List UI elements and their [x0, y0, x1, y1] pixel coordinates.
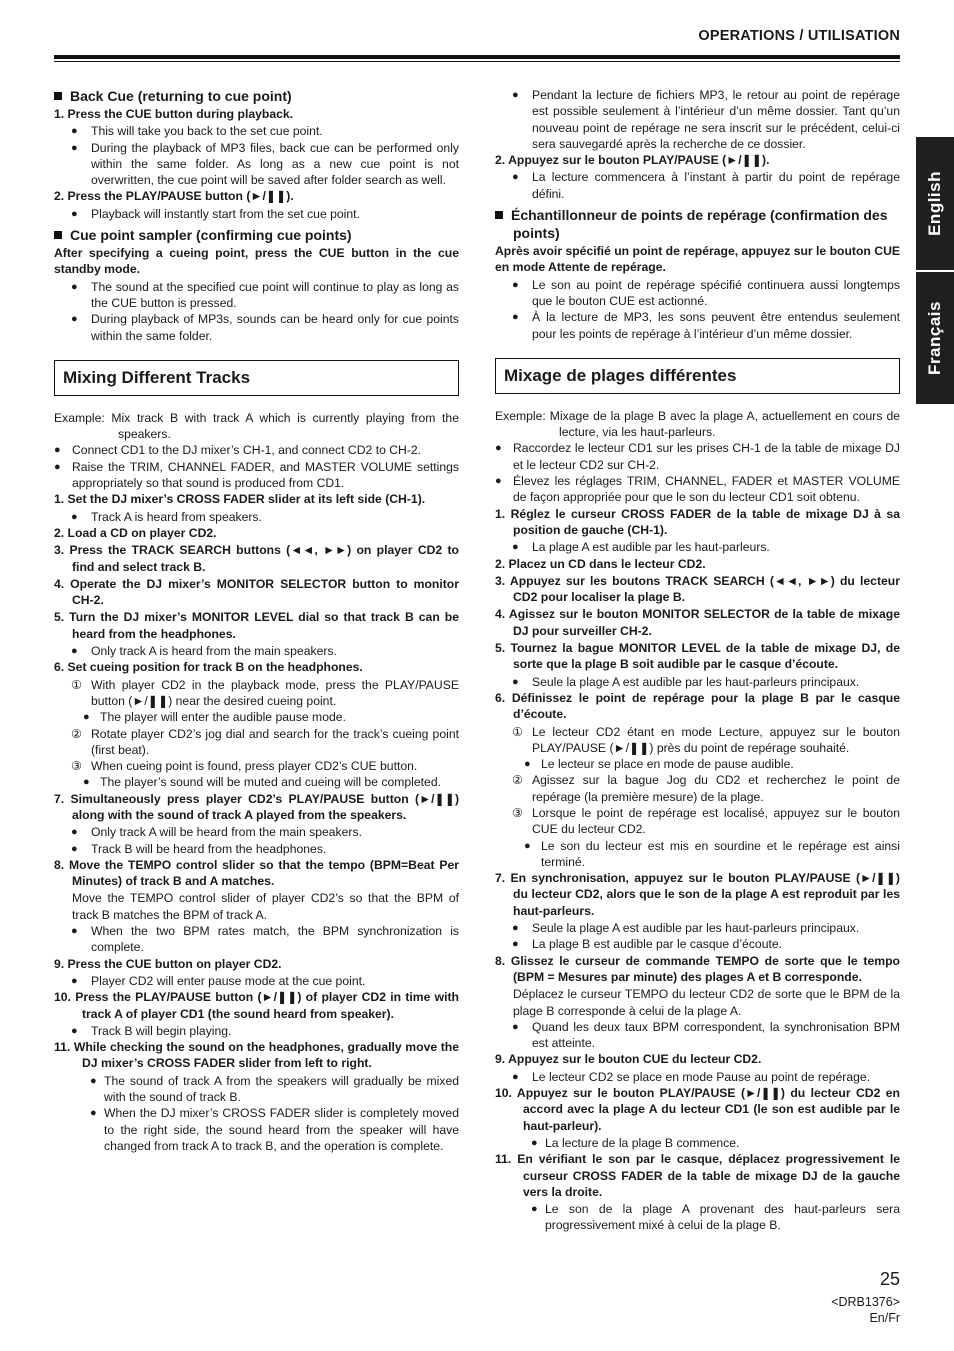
bullet-item: ● Track B will be heard from the headphones.	[54, 841, 459, 857]
bullet-item: ● The player will enter the audible pause mode.	[54, 709, 459, 725]
bullet-item: ● Le lecteur CD2 se place en mode Pause au point de repérage.	[495, 1069, 900, 1085]
bullet-item: ● Raise the TRIM, CHANNEL FADER, and MASTER VOLUME settings appropriately so that sound is produced from CD1.	[54, 459, 459, 492]
substep: ③ Lorsque le point de repérage est localisé, appuyez sur le bouton CUE du lecteur CD2.	[512, 805, 900, 837]
tab-francais[interactable]: Français	[916, 272, 954, 404]
bullet-item: ● À la lecture de MP3, les sons peuvent être entendus seulement pour les points de repérage à l’intérieur d’un même dossier.	[495, 309, 900, 342]
section-header: OPERATIONS / UTILISATION	[698, 28, 900, 44]
tab-english[interactable]: English	[916, 137, 954, 270]
step: 2. Press the PLAY/PAUSE button (►/❚❚).	[54, 189, 294, 204]
bullet-item: ● This will take you back to the set cue point.	[54, 123, 459, 139]
square-bullet-icon	[495, 211, 503, 219]
step: 6. Définissez le point de repérage pour la plage B par le casque d’écoute.	[495, 690, 900, 722]
sampler-intro: After specifying a cueing point, press the CUE button in the cue standby mode.	[54, 246, 459, 277]
bullet-item: ● Only track A will be heard from the main speakers.	[54, 824, 459, 840]
step-detail: Déplacez le curseur TEMPO du lecteur CD2 de sorte que le BPM de la plage B corresponde à celui de la plage A.	[513, 987, 900, 1018]
substep: ① With player CD2 in the playback mode, press the PLAY/PAUSE button (►/❚❚) near the desired cueing point.	[71, 677, 459, 708]
bullet-item: ● When the DJ mixer’s CROSS FADER slider is completely moved to the right side, the sound heard from the speaker will have changed from track A to track B, and the operation is complete.	[54, 1105, 459, 1154]
bullet-item: ● Seule la plage A est audible par les haut-parleurs principaux.	[495, 920, 900, 936]
bullet-item: ● Le lecteur se place en mode de pause audible.	[495, 756, 900, 772]
header-rule-thick	[54, 55, 900, 59]
french-column	[495, 87, 900, 1234]
example-text: Exemple: Mixage de la plage B avec la plage A, actuellement en cours de lecture, via les haut-parleurs.	[495, 408, 900, 440]
bullet-item: ● Connect CD1 to the DJ mixer’s CH-1, and connect CD2 to CH-2.	[54, 442, 459, 458]
bullet-item: ● Only track A is heard from the main speakers.	[54, 643, 459, 659]
bullet-item: ● Player CD2 will enter pause mode at the cue point.	[54, 973, 459, 989]
bullet-item: ● Le son du lecteur est mis en sourdine et le repérage est ainsi terminé.	[495, 838, 900, 871]
step: 11. En vérifiant le son par le casque, déplacez progressivement le curseur CROSS FADER de la table de mixage DJ de la gauche vers la droite.	[495, 1152, 900, 1199]
cue-sampler-heading-fr: Échantillonneur de points de repérage (confirmation des points)	[495, 206, 900, 242]
step: 10. Appuyez sur le bouton PLAY/PAUSE (►/❚❚) du lecteur CD2 en accord avec la plage A du lecteur CD1 (le son est audible par le haut-parleur).	[495, 1086, 900, 1133]
bullet-item: ● Élevez les réglages TRIM, CHANNEL, FADER et MASTER VOLUME de façon appropriée pour que le son du lecteur CD1 soit obtenu.	[495, 473, 900, 506]
substep: ② Agissez sur la bague Jog du CD2 et recherchez le point de repérage (la première mesure) de la plage.	[512, 773, 900, 804]
step: 1. Réglez le curseur CROSS FADER de la table de mixage DJ à sa position de gauche (CH-1).	[495, 506, 900, 537]
bullet-item: ● During the playback of MP3 files, back cue can be performed only within the same folder. As long as a new cue point is not overwritten, the cue point will be saved after folder search as well.	[54, 140, 459, 189]
step: 3. Appuyez sur les boutons TRACK SEARCH (◄◄, ►►) du lecteur CD2 pour localiser la plage B.	[495, 573, 900, 605]
substep: ③ When cueing point is found, press player CD2’s CUE button.	[71, 759, 418, 774]
bullet-item: ● Track B will begin playing.	[54, 1023, 459, 1039]
step: 5. Turn the DJ mixer’s MONITOR LEVEL dial so that track B can be heard from the headphones.	[54, 610, 459, 641]
bullet-item: ● Track A is heard from speakers.	[54, 509, 459, 525]
cue-sampler-heading: Cue point sampler (confirming cue points)	[54, 226, 459, 244]
step: 9. Appuyez sur le bouton CUE du lecteur CD2.	[495, 1052, 762, 1067]
bullet-item: ● Raccordez le lecteur CD1 sur les prises CH-1 de la table de mixage DJ et le lecteur CD2 sur CH-2.	[495, 440, 900, 473]
step: 1. Press the CUE button during playback.	[54, 107, 294, 121]
step: 11. While checking the sound on the headphones, gradually move the DJ mixer’s CROSS FADER slider from left to right.	[54, 1040, 459, 1071]
bullet-item: ● Le son au point de repérage spécifié continuera aussi longtemps que le bouton CUE est actionné.	[495, 277, 900, 310]
square-bullet-icon	[54, 92, 62, 100]
step: 2. Appuyez sur le bouton PLAY/PAUSE (►/❚❚).	[495, 153, 770, 168]
step: 1. Set the DJ mixer’s CROSS FADER slider at its left side (CH-1).	[54, 492, 426, 507]
bullet-item: ● Quand les deux taux BPM correspondent, la synchronisation BPM est atteinte.	[495, 1019, 900, 1052]
mixing-section-title: Mixing Different Tracks	[54, 360, 459, 396]
header-rule-thin	[54, 61, 900, 62]
substep: ① Le lecteur CD2 étant en mode Lecture, appuyez sur le bouton PLAY/PAUSE (►/❚❚) près du point de repérage souhaité.	[512, 724, 900, 755]
bullet-item: ● The player’s sound will be muted and cueing will be completed.	[54, 774, 459, 790]
step: 2. Placez un CD dans le lecteur CD2.	[495, 556, 706, 571]
bullet-item: ● La plage B est audible par le casque d’écoute.	[495, 936, 900, 952]
back-cue-heading: Back Cue (returning to cue point)	[54, 87, 459, 105]
bullet-item: ● Le son de la plage A provenant des haut-parleurs sera progressivement mixé à celui de la plage B.	[495, 1201, 900, 1234]
page-number: 25	[879, 1269, 900, 1289]
step-detail: Move the TEMPO control slider of player CD2’s so that the BPM of track B matches the BPM of track A.	[72, 891, 459, 922]
bullet-item: ● When the two BPM rates match, the BPM synchronization is complete.	[54, 923, 459, 956]
square-bullet-icon	[54, 231, 62, 239]
step: 4. Operate the DJ mixer’s MONITOR SELECTOR button to monitor CH-2.	[54, 576, 459, 608]
step: 7. Simultaneously press player CD2’s PLAY/PAUSE button (►/❚❚) along with the sound of track A played from the speakers.	[54, 791, 459, 822]
step: 8. Move the TEMPO control slider so that the tempo (BPM=Beat Per Minutes) of track B and A matches.	[54, 857, 459, 889]
step: 2. Load a CD on player CD2.	[54, 525, 217, 540]
document-code: <DRB1376> En/Fr	[831, 1295, 900, 1325]
step: 4. Agissez sur le bouton MONITOR SELECTOR de la table de mixage DJ pour surveiller CH-2.	[495, 607, 900, 638]
substep: ② Rotate player CD2’s jog dial and search for the track’s cueing point (first beat).	[71, 726, 459, 757]
bullet-item: ● During playback of MP3s, sounds can be heard only for cue points within the same folder.	[54, 311, 459, 344]
bullet-item: ● La lecture commencera à l’instant à partir du point de repérage défini.	[495, 169, 900, 202]
bullet-item: ● The sound at the specified cue point will continue to play as long as the CUE button is pressed.	[54, 279, 459, 312]
step: 9. Press the CUE button on player CD2.	[54, 956, 282, 971]
step: 10. Press the PLAY/PAUSE button (►/❚❚) of player CD2 in time with track A of player CD1 (the sound heard from speaker).	[54, 990, 459, 1021]
step: 7. En synchronisation, appuyez sur le bouton PLAY/PAUSE (►/❚❚) du lecteur CD2, alors que le son de la plage A est reproduit par les haut-parleurs.	[495, 871, 900, 918]
bullet-item: ● The sound of track A from the speakers will gradually be mixed with the sound of track B.	[54, 1073, 459, 1106]
sampler-intro: Après avoir spécifié un point de repérage, appuyez sur le bouton CUE en mode Attente de repérage.	[495, 244, 900, 275]
bullet-item: ● Pendant la lecture de fichiers MP3, le retour au point de repérage est possible seulement à l’intérieur d’un même dossier. Tant qu’un nouveau point de repérage ne sera inscrit sur le précédent, celui-ci sera sauvegardé après la recherche de ce dossier.	[495, 87, 900, 152]
bullet-item: ● La lecture de la plage B commence.	[495, 1135, 900, 1151]
step: 3. Press the TRACK SEARCH buttons (◄◄, ►►) on player CD2 to find and select track B.	[54, 543, 459, 574]
step: 5. Tournez la bague MONITOR LEVEL de la table de mixage DJ, de sorte que la plage B soit audible par le casque d’écoute.	[495, 641, 900, 672]
mixing-section-title-fr: Mixage de plages différentes	[495, 358, 900, 394]
example-text: Example: Mix track B with track A which is currently playing from the speakers.	[54, 410, 459, 442]
english-column	[54, 87, 459, 1154]
bullet-item: ● Seule la plage A est audible par les haut-parleurs principaux.	[495, 674, 900, 690]
step: 6. Set cueing position for track B on the headphones.	[54, 660, 363, 675]
bullet-item: ● Playback will instantly start from the set cue point.	[54, 206, 459, 222]
bullet-item: ● La plage A est audible par les haut-parleurs.	[495, 539, 900, 555]
step: 8. Glissez le curseur de commande TEMPO de sorte que le tempo (BPM = Mesures par minute) des plages A et B corresponde.	[495, 953, 900, 984]
